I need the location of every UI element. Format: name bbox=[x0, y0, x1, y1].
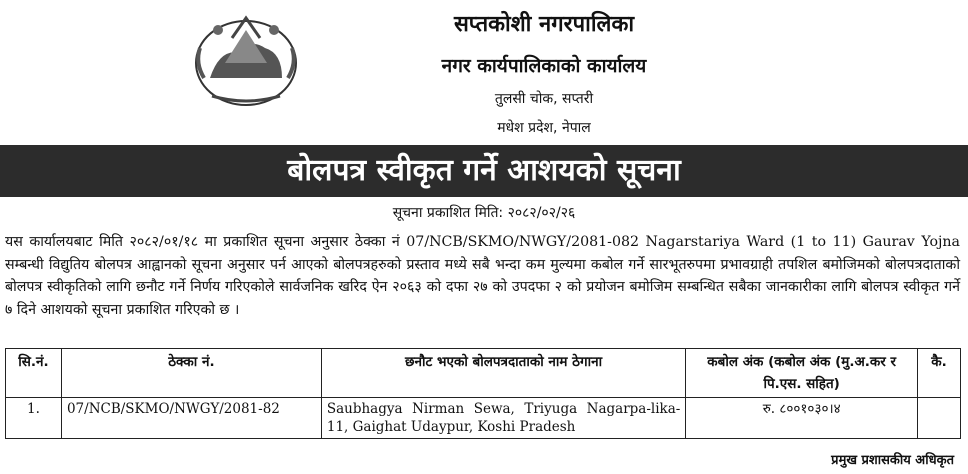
notice-body: यस कार्यालयबाट मिति २०८२/०१/१८ मा प्रकाशित सूचना अनुसार ठेक्का नं 07/NCB/SKMO/NWGY/2081-082 Nagarstariya Ward (1 to 11) Gaurav Yojna सम्बन्धी विद्युतिय बोलपत्र आह्वानको सूचना अनुसार पर्न आएको बोलपत्रहरुको प्रस्ताव मध्ये सबै भन्दा कम मुल्यमा कबोल गर्ने सारभूतरुपमा प्रभावग्राही तपशिल बमोजिमको बोलपत्रदाताको बोलपत्र स्वीकृतिको लागि छनौट गर्ने निर्णय गरिएकोले सार्वजनिक खरिद ऐन २०६३ को दफा २७ को उपदफा २ को प्रयोजन बमोजिम सम्बन्धित सबैका जानकारीका लागि बोलपत्र स्वीकृत गर्ने ७ दिने आशयको सूचना प्रकाशित गरिएको छ । bbox=[5, 234, 960, 318]
header-remarks: कै. bbox=[918, 349, 961, 398]
address-line-2: मधेश प्रदेश, नेपाल bbox=[497, 120, 591, 136]
address-line-1: तुलसी चोक, सप्तरी bbox=[494, 91, 594, 107]
table-header-row bbox=[6, 349, 961, 398]
cell-contract-no: 07/NCB/SKMO/NWGY/2081-82 bbox=[61, 398, 321, 439]
header-amount: कबोल अंक (कबोल अंक (मु.अ.कर र पि.एस. सहित) bbox=[686, 349, 918, 398]
cell-amount: रु. ८००१०३०।४ bbox=[686, 398, 918, 439]
cell-bidder: Saubhagya Nirman Sewa, Triyuga Nagarpa-lika-11, Gaighat Udaypur, Koshi Pradesh bbox=[321, 398, 685, 439]
published-date: सूचना प्रकाशित मिति: २०८२/०२/२६ bbox=[392, 205, 576, 221]
notice-title: बोलपत्र स्वीकृत गर्ने आशयको सूचना bbox=[0, 145, 968, 197]
table-row bbox=[6, 398, 961, 439]
bid-table bbox=[5, 348, 961, 439]
cell-remarks bbox=[918, 398, 961, 439]
signoff: प्रमुख प्रशासकीय अधिकृत bbox=[831, 453, 954, 468]
header-bidder: छनौट भएको बोलपत्रदाताको नाम ठेगाना bbox=[321, 349, 685, 398]
office-name: नगर कार्यपालिकाको कार्यालय bbox=[441, 55, 647, 77]
cell-sn: 1. bbox=[6, 398, 62, 439]
header-contract-no: ठेक्का नं. bbox=[61, 349, 321, 398]
org-name: सप्तकोशी नगरपालिका bbox=[453, 12, 635, 37]
letterhead bbox=[0, 0, 968, 145]
header-sn: सि.नं. bbox=[6, 349, 62, 398]
